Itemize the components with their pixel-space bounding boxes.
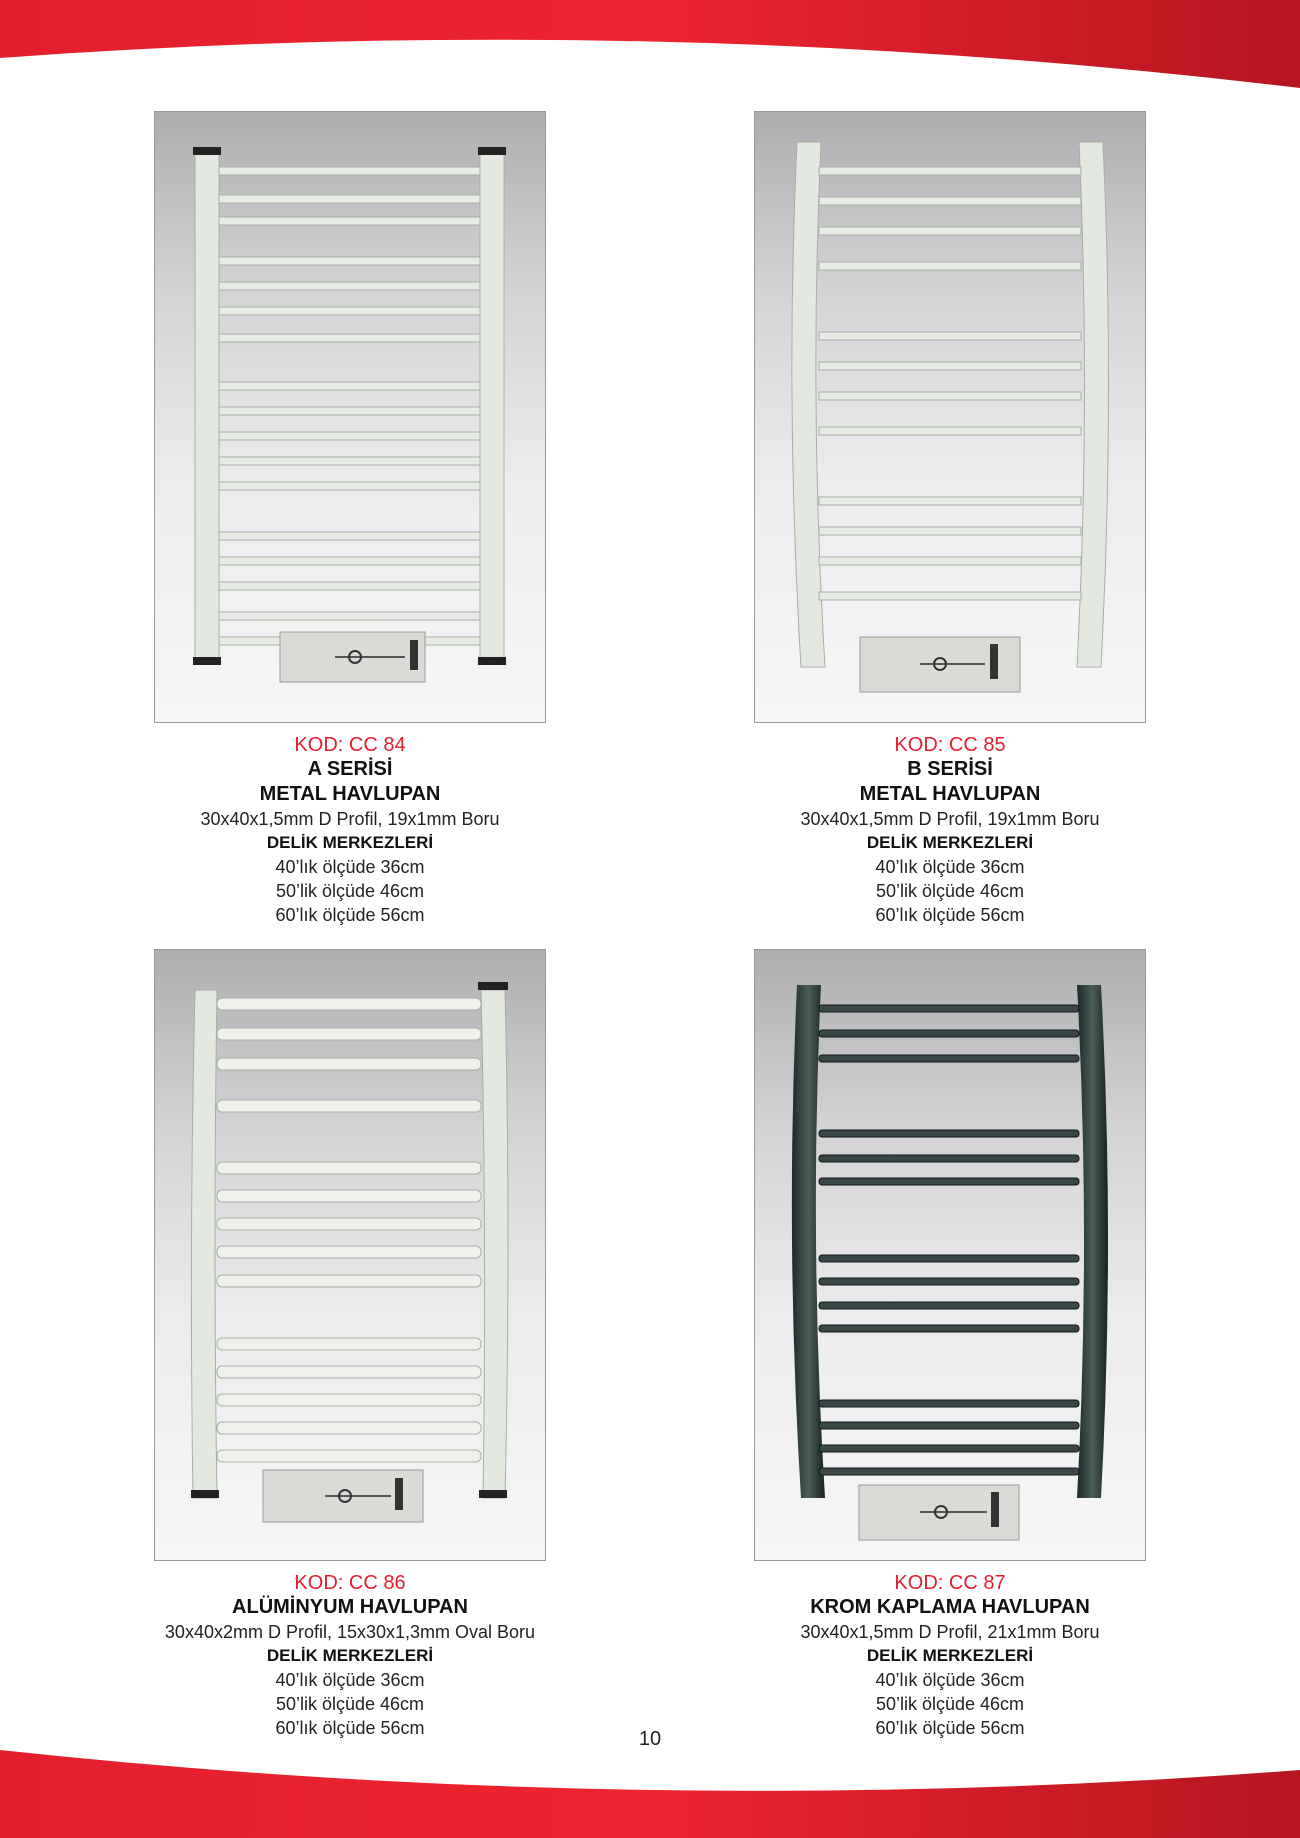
header-red-band [0, 0, 1300, 110]
aluminium-towel-radiator-icon [154, 949, 546, 1561]
hole-center-line: 50’lik ölçüde 46cm [875, 1694, 1025, 1714]
hole-centers-heading: DELİK MERKEZLERİ [866, 833, 1034, 852]
hole-center-line: 50’lik ölçüde 46cm [275, 1694, 425, 1714]
hole-center-line: 60’lık ölçüde 56cm [275, 1718, 425, 1738]
hole-center-line: 50’lik ölçüde 46cm [875, 881, 1025, 901]
hole-center-line: 40’lık ölçüde 36cm [875, 1670, 1025, 1690]
page-number: 10 [638, 1728, 662, 1750]
product-code: KOD: CC 87 [894, 1572, 1006, 1594]
product-code: KOD: CC 84 [294, 734, 406, 756]
product-spec: 30x40x2mm D Profil, 15x30x1,3mm Oval Boru [164, 1622, 536, 1642]
product-title: KROM KAPLAMA HAVLUPAN [810, 1596, 1090, 1618]
hole-center-line: 60’lık ölçüde 56cm [875, 1718, 1025, 1738]
white-towel-radiator-icon [154, 111, 546, 723]
product-code: KOD: CC 85 [894, 734, 1006, 756]
product-title: METAL HAVLUPAN [259, 783, 441, 805]
product-spec: 30x40x1,5mm D Profil, 19x1mm Boru [200, 809, 500, 829]
hole-centers-heading: DELİK MERKEZLERİ [266, 833, 434, 852]
hole-center-line: 40’lık ölçüde 36cm [275, 1670, 425, 1690]
hole-centers-heading: DELİK MERKEZLERİ [866, 1646, 1034, 1665]
hole-center-line: 60’lık ölçüde 56cm [275, 905, 425, 925]
hole-center-line: 60’lık ölçüde 56cm [875, 905, 1025, 925]
product-code: KOD: CC 86 [294, 1572, 406, 1594]
product-series: B SERİSİ [907, 758, 993, 780]
product-title: METAL HAVLUPAN [859, 783, 1041, 805]
product-title: ALÜMİNYUM HAVLUPAN [232, 1596, 468, 1618]
product-series: A SERİSİ [307, 758, 393, 780]
product-spec: 30x40x1,5mm D Profil, 19x1mm Boru [800, 809, 1100, 829]
hole-center-line: 50’lik ölçüde 46cm [275, 881, 425, 901]
hole-centers-heading: DELİK MERKEZLERİ [266, 1646, 434, 1665]
chrome-towel-radiator-icon [754, 949, 1146, 1561]
hole-center-line: 40’lık ölçüde 36cm [875, 857, 1025, 877]
product-spec: 30x40x1,5mm D Profil, 21x1mm Boru [800, 1622, 1100, 1642]
white-curved-towel-radiator-icon [754, 111, 1146, 723]
hole-center-line: 40’lık ölçüde 36cm [275, 857, 425, 877]
